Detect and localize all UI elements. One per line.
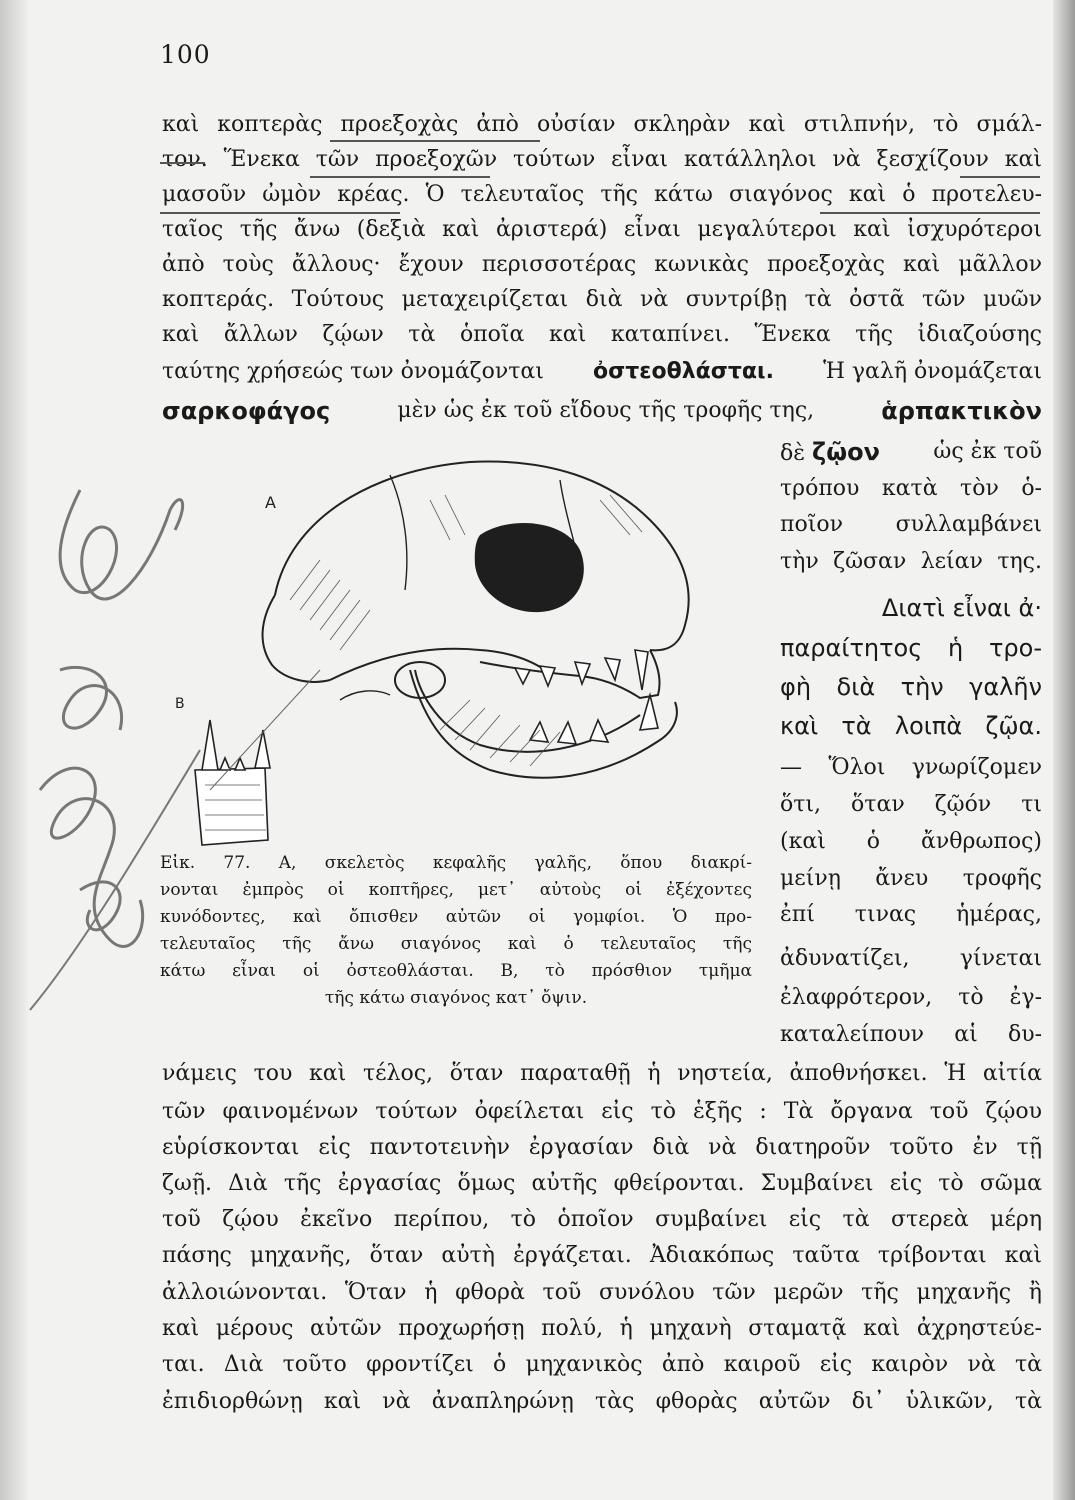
caption-line: κάτω εἶναι οἱ ὀστεοθλάσται. Β, τὸ πρόσθιον τμῆμα bbox=[160, 961, 752, 981]
page-edge-shadow bbox=[1053, 0, 1075, 1500]
text-line: ἀλλοιώνονται. Ὅταν ἡ φθορὰ τοῦ συνόλου τῶν μερῶν τῆς μηχανῆς ἢ bbox=[162, 1280, 1042, 1305]
pencil-underline bbox=[160, 212, 400, 214]
text-line: μασοῦν ὠμὸν κρέας. Ὁ τελευταῖος τῆς κάτω σιαγόνος καὶ ὁ προτελευ- bbox=[162, 182, 1042, 207]
caption-line: Εἰκ. 77. Α, σκελετὸς κεφαλῆς γαλῆς, ὅπου διακρί- bbox=[160, 853, 752, 873]
text-line: εὑρίσκονται εἰς παντοτεινὴν ἐργασίαν διὰ νὰ διατηροῦν τοῦτο ἐν τῇ bbox=[162, 1135, 1042, 1160]
term-zoon: ζῷον bbox=[812, 438, 880, 466]
text-line: τῶν φαινομένων τούτων ὀφείλεται εἰς τὸ ἑξῆς : Τὰ ὄργανα τοῦ ζῴου bbox=[162, 1099, 1042, 1124]
text-line: τον. Ἕνεκα τῶν προεξοχῶν τούτων εἶναι κατάλληλοι νὰ ξεσχίζουν καὶ bbox=[162, 147, 1042, 172]
page-number: 100 bbox=[160, 40, 211, 69]
question-heading-line: Διατὶ εἶναι ἀ· bbox=[881, 594, 1042, 622]
text-segment: Ἡ γαλῆ ὀνομάζεται bbox=[823, 359, 1042, 384]
text-line: καὶ ἄλλων ζῴων τὰ ὁποῖα καὶ καταπίνει. Ἕνεκα τῆς ἰδιαζούσης bbox=[162, 322, 1042, 347]
text-line: ἐλαφρότερον, τὸ ἐγ- bbox=[780, 985, 1042, 1010]
text-segment: ταύτης χρήσεώς των ὀνομάζονται bbox=[162, 359, 544, 384]
pencil-underline bbox=[310, 176, 490, 178]
text-line: καταλείπουν αἱ δυ- bbox=[780, 1022, 1042, 1047]
text-segment: μὲν ὡς ἐκ τοῦ εἴδους τῆς τροφῆς της, bbox=[397, 398, 815, 423]
text-line: ζωῇ. Διὰ τῆς ἐργασίας ὅμως αὐτῆς φθείρονται. Συμβαίνει εἰς τὸ σῶμα bbox=[162, 1171, 1042, 1196]
text-line: μείνῃ ἄνευ τροφῆς bbox=[780, 866, 1042, 891]
figure-label-a: Α bbox=[265, 493, 276, 512]
text-line: τὴν ζῶσαν λείαν της. bbox=[780, 549, 1042, 574]
text-line: ὅτι, ὅταν ζῷόν τι bbox=[780, 792, 1042, 817]
orbit-shape bbox=[475, 523, 584, 612]
pencil-underline bbox=[330, 140, 540, 142]
term-arpaktikon: ἁρπακτικὸν bbox=[881, 397, 1042, 425]
text-line-mixed bbox=[780, 437, 1042, 469]
text-line: καὶ κοπτερὰς προεξοχὰς ἀπὸ οὐσίαν σκληρὰν καὶ στιλπνήν, τὸ σμάλ- bbox=[162, 112, 1042, 137]
pencil-underline bbox=[160, 162, 205, 164]
figure-label-b: Β bbox=[175, 696, 185, 712]
question-heading-line: παραίτητος ἡ τρο- bbox=[780, 634, 1042, 662]
text-line: ἐπί τινας ἡμέρας, bbox=[780, 902, 1042, 927]
text-line: τρόπου κατὰ τὸν ὁ- bbox=[780, 476, 1042, 501]
text-segment: δὲ bbox=[780, 441, 813, 466]
text-line: ται. Διὰ τοῦτο φροντίζει ὁ μηχανικὸς ἀπὸ καιροῦ εἰς καιρὸν νὰ τὰ bbox=[162, 1352, 1042, 1377]
question-heading-line: καὶ τὰ λοιπὰ ζῷα. bbox=[780, 712, 1042, 740]
pencil-underline bbox=[960, 176, 1040, 178]
text-segment: ὡς ἐκ τοῦ bbox=[933, 439, 1042, 464]
text-line: ἀπὸ τοὺς ἄλλους· ἔχουν περισσοτέρας κωνικὰς προεξοχὰς καὶ μᾶλλον bbox=[162, 252, 1042, 277]
text-line: καὶ μέρους αὐτῶν προχωρήσῃ πολύ, ἡ μηχανὴ σταματᾷ καὶ ἀχρηστεύε- bbox=[162, 1316, 1042, 1341]
term-sarkofagos: σαρκοφάγος bbox=[162, 397, 331, 425]
text-line-mixed bbox=[162, 357, 1042, 387]
text-line: ἐπιδιορθώνῃ καὶ νὰ ἀναπληρώνῃ τὰς φθορὰς αὐτῶν δι᾽ ὑλικῶν, τὰ bbox=[162, 1389, 1042, 1414]
text-line: πάσης μηχανῆς, ὅταν αὐτὴ ἐργάζεται. Ἀδιακόπως ταῦτα τρίβονται καὶ bbox=[162, 1243, 1042, 1268]
caption-line: κυνόδοντες, καὶ ὄπισθεν αὐτῶν οἱ γομφίοι. Ὁ προ- bbox=[160, 907, 752, 927]
text-line: — Ὅλοι γνωρίζομεν bbox=[780, 755, 1042, 780]
cat-skull-figure bbox=[175, 440, 720, 860]
text-line: (καὶ ὁ ἄνθρωπος) bbox=[780, 829, 1042, 854]
pencil-underline bbox=[820, 212, 1040, 214]
term-osteothlastai: ὀστεοθλάσται. bbox=[592, 359, 774, 384]
caption-line: τελευταῖος τῆς ἄνω σιαγόνος καὶ ὁ τελευταῖος τῆς bbox=[160, 934, 752, 954]
text-line: τοῦ ζῴου ἐκεῖνο περίπου, τὸ ὁποῖον συμβαίνει εἰς τὰ στερεὰ μέρη bbox=[162, 1207, 1042, 1232]
figure-caption bbox=[160, 850, 752, 1012]
text-line: ποῖον συλλαμβάνει bbox=[780, 512, 1042, 537]
question-heading-line: φὴ διὰ τὴν γαλῆν bbox=[780, 673, 1042, 701]
caption-line: τῆς κάτω σιαγόνος κατ᾽ ὄψιν. bbox=[324, 988, 588, 1008]
text-line-mixed bbox=[162, 396, 1042, 426]
text-line: νάμεις του καὶ τέλος, ὅταν παραταθῇ ἡ νηστεία, ἀποθνήσκει. Ἡ αἰτία bbox=[162, 1061, 1042, 1086]
caption-line: νονται ἐμπρὸς οἱ κοπτῆρες, μετ᾽ αὐτοὺς οἱ ἐξέχοντες bbox=[160, 880, 752, 900]
text-line: κοπτεράς. Τούτους μεταχειρίζεται διὰ νὰ συντρίβῃ τὰ ὀστᾶ τῶν μυῶν bbox=[162, 287, 1042, 312]
text-line: ταῖος τῆς ἄνω (δεξιὰ καὶ ἀριστερά) εἶναι μεγαλύτεροι καὶ ἰσχυρότεροι bbox=[162, 217, 1042, 242]
text-line: ἀδυνατίζει, γίνεται bbox=[780, 946, 1042, 971]
